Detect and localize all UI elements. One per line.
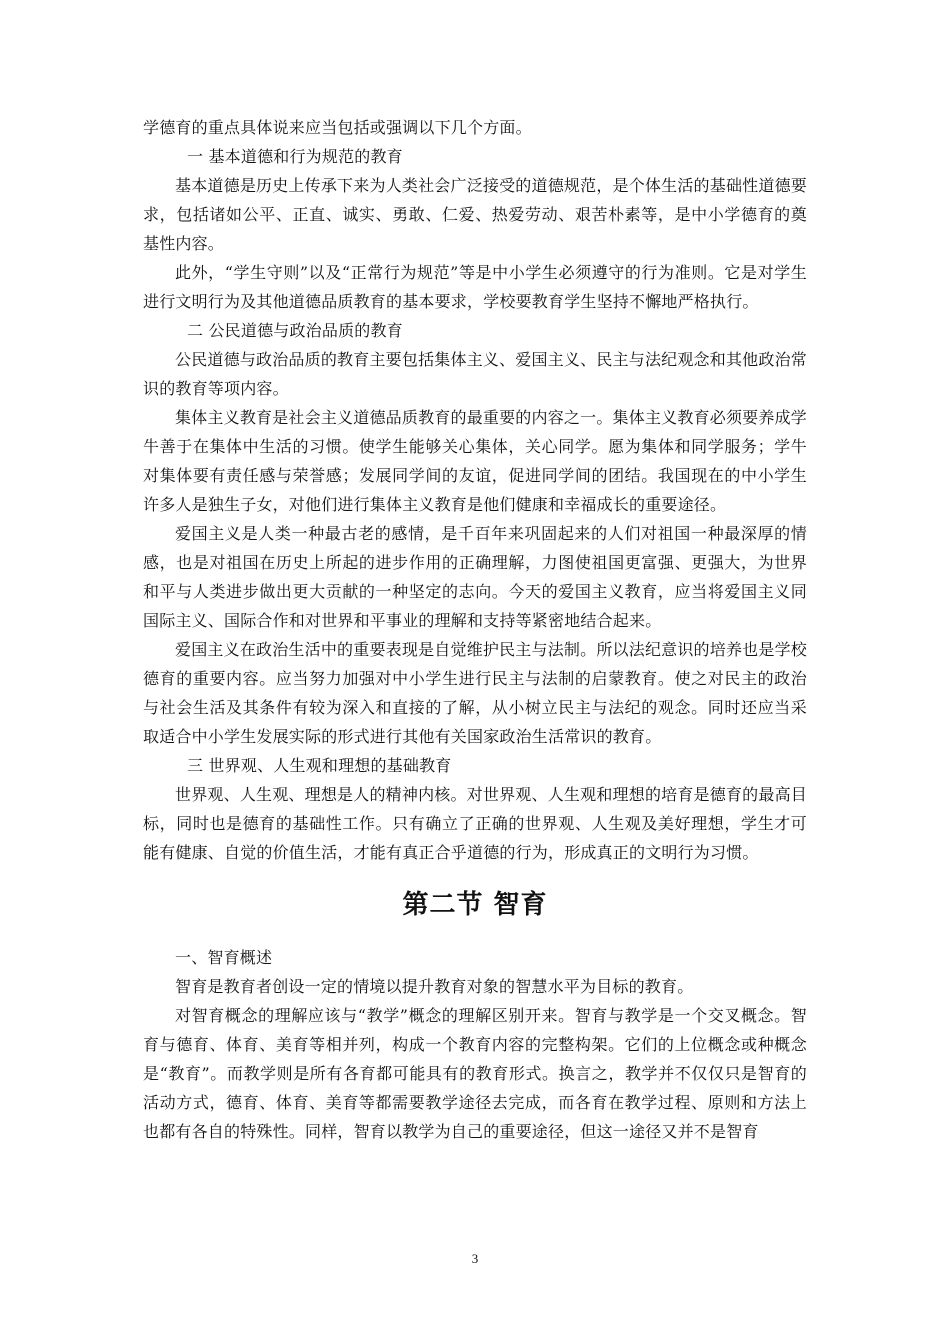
paragraph: 公民道德与政治品质的教育主要包括集体主义、爱国主义、民主与法纪观念和其他政治常识的教育等项内容。 xyxy=(143,350,807,398)
paragraph: 学德育的重点具体说来应当包括或强调以下几个方面。 xyxy=(143,118,532,137)
paragraph: 世界观、人生观、理想是人的精神内核。对世界观、人生观和理想的培育是德育的最高目标，同时也是德育的基础性工作。只有确立了正确的世界观、人生观及美好理想，学生才可能有健康、自觉的价值生活，才能有真正合乎道德的行为，形成真正的文明行为习惯。 xyxy=(143,785,807,862)
paragraph: 基本道德是历史上传承下来为人类社会广泛接受的道德规范，是个体生活的基础性道德要求，包括诸如公平、正直、诚实、勇敢、仁爱、热爱劳动、艰苦朴素等，是中小学德育的奠基性内容。 xyxy=(143,176,807,253)
paragraph-group-bottom xyxy=(143,943,807,1146)
subheading: 二 公民道德与政治品质的教育 xyxy=(187,321,403,340)
subheading: 一、智育概述 xyxy=(175,948,273,967)
subheading: 三 世界观、人生观和理想的基础教育 xyxy=(187,756,452,775)
section-title: 第二节 智育 xyxy=(402,890,548,920)
paragraph: 爱国主义是人类一种最古老的感情，是千百年来巩固起来的人们对祖国一种最深厚的情感，也是对祖国在历史上所起的进步作用的正确理解，力图使祖国更富强、更强大，为世界和平与人类进步做出更大贡献的一种坚定的志向。今天的爱国主义教育，应当将爱国主义同国际主义、国际合作和对世界和平事业的理解和支持等紧密地结合起来。 xyxy=(143,524,807,630)
paragraph-group-top xyxy=(143,113,807,867)
paragraph: 对智育概念的理解应该与“教学”概念的理解区别开来。智育与教学是一个交叉概念。智育与德育、体育、美育等相并列，构成一个教育内容的完整构架。它们的上位概念或种概念是“教育”。而教学则是所有各育都可能具有的教育形式。换言之，教学并不仅仅只是智育的活动方式，德育、体育、美育等都需要教学途径去完成，而各育在教学过程、原则和方法上也都有各自的特殊性。同样，智育以教学为自己的重要途径，但这一途径又并不是智育 xyxy=(143,1006,807,1141)
page-body xyxy=(143,113,807,1146)
paragraph: 智育是教育者创设一定的情境以提升教育对象的智慧水平为目标的教育。 xyxy=(175,977,694,996)
subheading: 一 基本道德和行为规范的教育 xyxy=(187,147,403,166)
page-number: 3 xyxy=(471,1251,479,1266)
paragraph: 爱国主义在政治生活中的重要表现是自觉维护民主与法制。所以法纪意识的培养也是学校德育的重要内容。应当努力加强对中小学生进行民主与法制的启蒙教育。使之对民主的政治与社会生活及其条件有较为深入和直接的了解，从小树立民主与法纪的观念。同时还应当采取适合中小学生发展实际的形式进行其他有关国家政治生活常识的教育。 xyxy=(143,640,807,746)
paragraph: 此外，“学生守则”以及“正常行为规范”等是中小学生必须遵守的行为准则。它是对学生进行文明行为及其他道德品质教育的基本要求，学校要教育学生坚持不懈地严格执行。 xyxy=(143,263,807,311)
paragraph: 集体主义教育是社会主义道德品质教育的最重要的内容之一。集体主义教育必须要养成学牛善于在集体中生活的习惯。使学生能够关心集体，关心同学。愿为集体和同学服务；学牛对集体要有责任感与荣誉感；发展同学间的友谊，促进同学间的团结。我国现在的中小学生许多人是独生子女，对他们进行集体主义教育是他们健康和幸福成长的重要途径。 xyxy=(143,408,807,514)
